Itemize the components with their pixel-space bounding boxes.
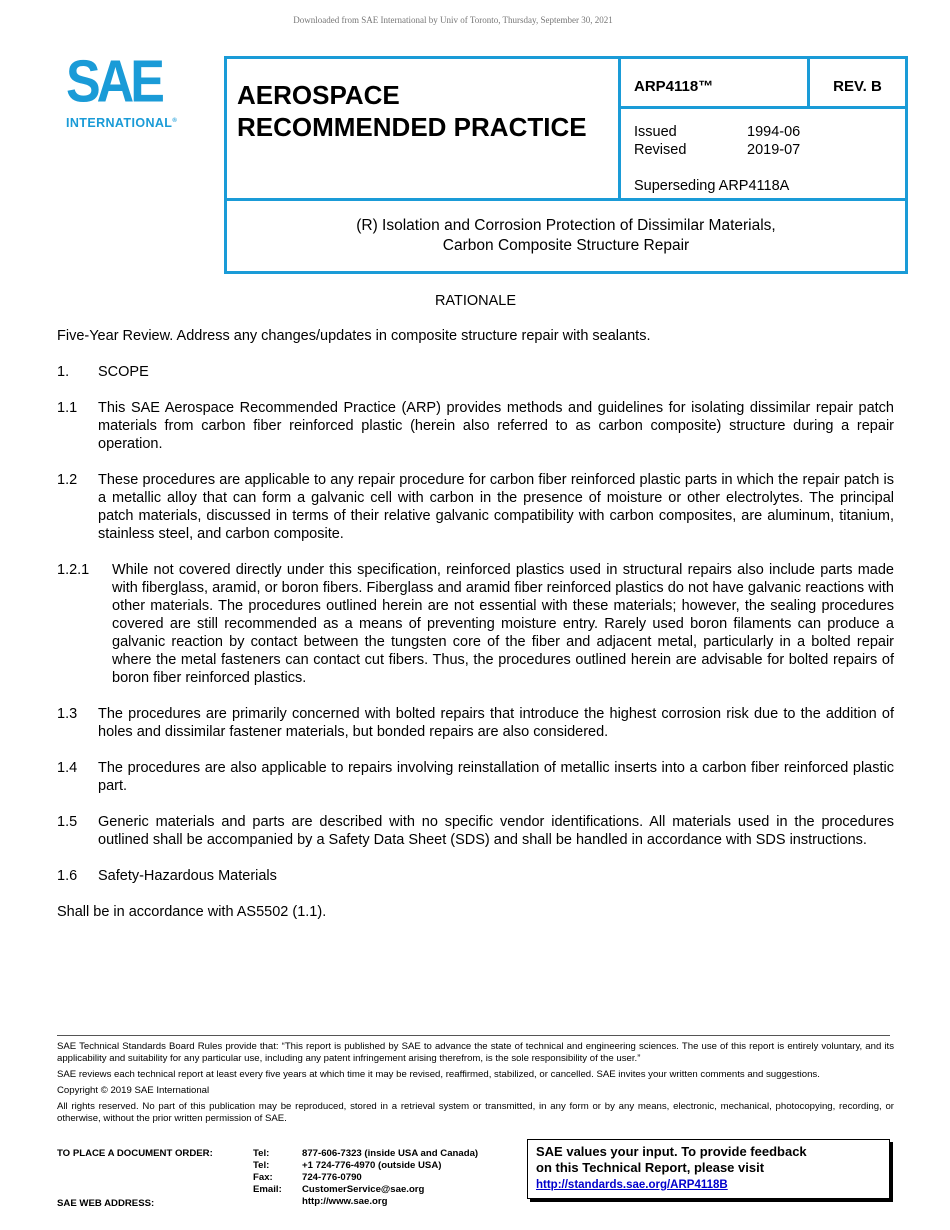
superseding: Superseding ARP4118A: [634, 178, 790, 194]
feedback-text-1: SAE values your input. To provide feedback: [536, 1144, 807, 1159]
doc-number-box: [618, 56, 810, 109]
section: 1.4 The procedures are also applicable to repairs involving reinstallation of metallic inserts into a carbon fiber reinforced plastic part.: [57, 760, 894, 794]
section: 1.2 These procedures are applicable to any repair procedure for carbon fiber reinforced plastic parts in which the repair patch is a metallic alloy that can form a galvanic cell with carbon in the presence of moisture or other electrolytes. The principal patch materials, discussed in terms of their relative galvanic compatibility with carbon composites, are aluminum, titanium, stainless steel, and carbon composite.: [57, 472, 894, 542]
dates: [634, 123, 800, 159]
document-body: [57, 292, 894, 939]
document-subject: (R) Isolation and Corrosion Protection of Dissimilar Materials, Carbon Composite Structure Repair: [356, 217, 776, 254]
order-label: TO PLACE A DOCUMENT ORDER:: [57, 1148, 213, 1159]
section: 1.1 This SAE Aerospace Recommended Practice (ARP) provides methods and guidelines for isolating dissimilar repair patch materials from carbon fiber reinforced plastic (herein also referred to as carbon composite) structure during a repair operation.: [57, 400, 894, 452]
document-type-title: AEROSPACE RECOMMENDED PRACTICE: [237, 80, 587, 142]
phone-intl[interactable]: +1 724-776-4970 (outside USA): [302, 1160, 442, 1171]
feedback-text-2: on this Technical Report, please visit: [536, 1160, 765, 1175]
fax-number: 724-776-0790: [302, 1172, 362, 1183]
rationale-heading: RATIONALE: [434, 293, 517, 309]
revision-label: REV. B: [833, 78, 882, 95]
logo-subtitle: INTERNATIONAL®: [66, 116, 178, 130]
closing-text: Shall be in accordance with AS5502 (1.1).: [57, 904, 327, 920]
sae-logo: [66, 48, 191, 132]
issued-label: Issued: [634, 124, 677, 140]
download-note: Downloaded from SAE International by Univ of Toronto, Thursday, September 30, 2021: [293, 15, 613, 25]
footer-divider: [57, 1035, 890, 1036]
doc-number: ARP4118™: [634, 78, 714, 95]
revision-box: [807, 56, 908, 109]
email-link[interactable]: CustomerService@sae.org: [302, 1184, 425, 1195]
web-label: SAE WEB ADDRESS:: [57, 1198, 155, 1209]
review-notice: SAE reviews each technical report at least every five years at which time it may be revised, reaffirmed, stabilized, or cancelled. SAE invites your written comments and suggestions.: [57, 1069, 820, 1080]
logo-mark: SAE: [66, 48, 161, 116]
contact-list: Tel: 877-606-7323 (inside USA and Canada) Tel: +1 724-776-4970 (outside USA) Fax: 724-776-0790 Email: CustomerService@sae.org http://www.sae.org: [253, 1148, 479, 1207]
section: 1. SCOPE: [57, 364, 149, 380]
dates-box: [618, 106, 908, 201]
board-rules: SAE Technical Standards Board Rules provide that: “This report is published by SAE to advance the state of technical and engineering sciences. The use of this report is entirely voluntary, and its applicability and suitability for any particular use, including any patent infringement arising therefrom, is the sole responsibility of the user.”: [57, 1041, 894, 1064]
section: 1.2.1 While not covered directly under this specification, reinforced plastics used in structural repairs also include parts made with fiberglass, aramid, or boron fibers. Fiberglass and aramid fiber reinforced plastics do not have galvanic reactions with other materials. The procedures outlined herein are not essential with these materials; however, the sealing procedures covered are still recommended as a means of preventing moisture entry. Rarely used boron filaments can produce a galvanic reaction by contact between the tungsten core of the fiber and adjacent metal, particularly in a bolted repair where the metal fasteners can contact cut fibers. Thus, the procedures outlined herein are advisable for bolted repairs of boron fiber reinforced plastics.: [57, 562, 894, 686]
web-address-link[interactable]: http://www.sae.org: [302, 1196, 388, 1207]
issued-value: 1994-06: [747, 124, 801, 140]
title-box: [224, 56, 621, 201]
feedback-box: [527, 1139, 890, 1199]
section: 1.5 Generic materials and parts are described with no specific vendor identifications. All materials used in the procedures outlined shall be accompanied by a Safety Data Sheet (SDS) and shall be handled in accordance with SDS instructions.: [57, 814, 894, 848]
copyright: Copyright © 2019 SAE International: [57, 1085, 210, 1096]
feedback-link[interactable]: http://standards.sae.org/ARP4118B: [536, 1179, 728, 1191]
revised-label: Revised: [634, 142, 687, 158]
section: 1.6 Safety-Hazardous Materials: [57, 868, 277, 884]
rationale-text: Five-Year Review. Address any changes/updates in composite structure repair with sealants.: [57, 328, 651, 344]
section: 1.3 The procedures are primarily concerned with bolted repairs that introduce the highest corrosion risk due to the addition of holes and dissimilar fastener materials, but bonded repairs are also considered.: [57, 706, 894, 740]
revised-value: 2019-07: [747, 142, 801, 158]
rights-notice: All rights reserved. No part of this publication may be reproduced, stored in a retrieval system or transmitted, in any form or by any means, electronic, mechanical, photocopying, recording, or otherwise, without the prior written permission of SAE.: [57, 1101, 894, 1124]
subject-box: [224, 198, 908, 274]
phone-us[interactable]: 877-606-7323 (inside USA and Canada): [302, 1148, 479, 1159]
footer-notices: [57, 1041, 894, 1129]
